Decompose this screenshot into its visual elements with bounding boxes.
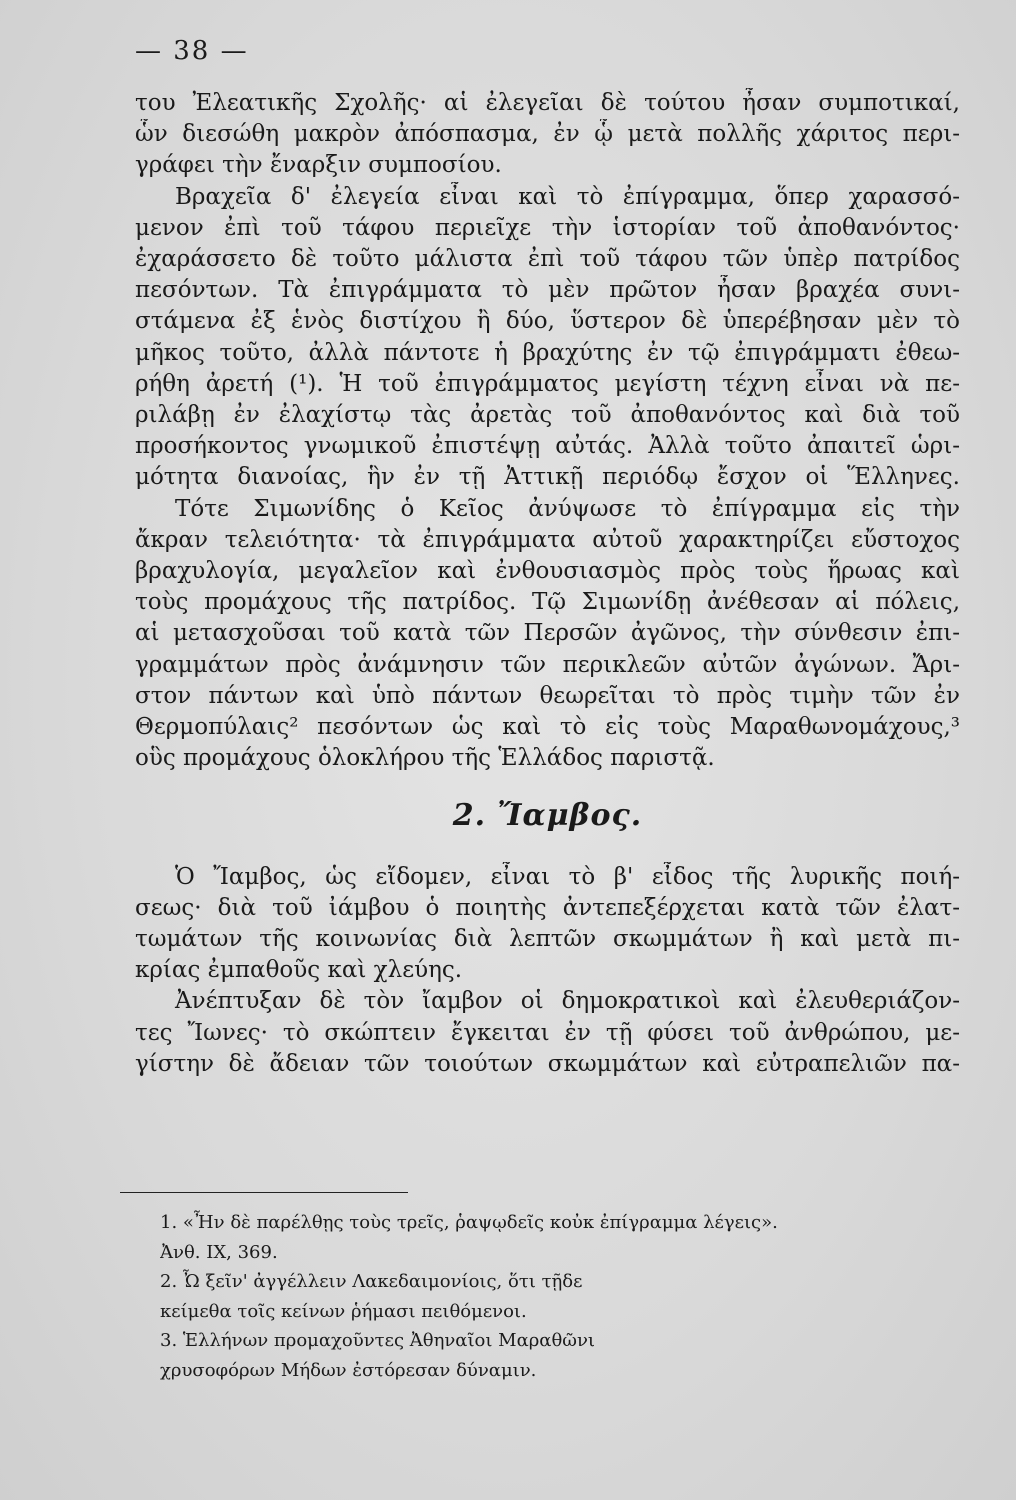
- footnote-line: Ἀνθ. IX, 369.: [160, 1241, 278, 1263]
- text-line: Θερμοπύλαις² πεσόντων ὡς καὶ τὸ εἰς τοὺς Μαραθωνομάχους,³: [135, 714, 960, 741]
- text-line: αἱ μετασχοῦσαι τοῦ κατὰ τῶν Περσῶν ἀγῶνος, τὴν σύνθεσιν ἐπι-: [135, 620, 960, 647]
- text-line: μότητα διανοίας, ἣν ἐν τῇ Ἀττικῇ περιόδῳ ἔσχον οἱ Ἕλληνες.: [135, 464, 960, 491]
- paragraph-ionians: [135, 986, 960, 1080]
- text-line: ὧν διεσώθη μακρὸν ἀπόσπασμα, ἐν ᾧ μετὰ πολλῆς χάριτος περι-: [135, 121, 960, 148]
- text-line: ρήθη ἀρετή (¹). Ἡ τοῦ ἐπιγράμματος μεγίστη τέχνη εἶναι νὰ πε-: [135, 370, 960, 397]
- text-line: γίστην δὲ ἄδειαν τῶν τοιούτων σκωμμάτων καὶ εὐτραπελιῶν πα-: [135, 1050, 960, 1077]
- text-line: Βραχεῖα δ' ἐλεγεία εἶναι καὶ τὸ ἐπίγραμμα, ὅπερ χαρασσό-: [175, 183, 960, 210]
- footnote-line: 1. «Ἦν δὲ παρέλθῃς τοὺς τρεῖς, ῥαψῳδεῖς κοὐκ ἐπίγραμμα λέγεις».: [160, 1212, 778, 1233]
- paragraph-simonides: [135, 494, 960, 775]
- footnote-line: κείμεθα τοῖς κείνων ῥήμασι πειθόμενοι.: [160, 1300, 527, 1322]
- text-line: γράφει τὴν ἔναρξιν συμποσίου.: [135, 152, 502, 179]
- footnote-line: χρυσοφόρων Μήδων ἐστόρεσαν δύναμιν.: [160, 1359, 537, 1381]
- text-line: γραμμάτων πρὸς ἀνάμνησιν τῶν περικλεῶν αὐτῶν ἀγώνων. Ἄρι-: [135, 651, 960, 678]
- text-line: Ὁ Ἴαμβος, ὡς εἴδομεν, εἶναι τὸ β' εἶδος τῆς λυρικῆς ποιή-: [175, 863, 960, 890]
- paragraph-eleatic: [135, 88, 960, 182]
- text-line: του Ἐλεατικῆς Σχολῆς· αἱ ἐλεγεῖαι δὲ τούτου ἦσαν συμποτικαί,: [135, 90, 960, 116]
- text-line: τωμάτων τῆς κοινωνίας διὰ λεπτῶν σκωμμάτων ἢ καὶ μετὰ πι-: [135, 926, 960, 953]
- text-line: Ἀνέπτυξαν δὲ τὸν ἴαμβον οἱ δημοκρατικοὶ καὶ ἐλευθεριάζον-: [175, 988, 960, 1015]
- text-line: Τότε Σιμωνίδης ὁ Κεῖος ἀνύψωσε τὸ ἐπίγραμμα εἰς τὴν: [175, 495, 960, 522]
- text-line: μῆκος τοῦτο, ἀλλὰ πάντοτε ἡ βραχύτης ἐν τῷ ἐπιγράμματι ἐθεω-: [135, 339, 960, 366]
- text-line: στάμενα ἐξ ἑνὸς διστίχου ἢ δύο, ὕστερον δὲ ὑπερέβησαν μὲν τὸ: [135, 308, 960, 335]
- text-line: βραχυλογία, μεγαλεῖον καὶ ἐνθουσιασμὸς πρὸς τοὺς ἥρωας καὶ: [135, 558, 960, 585]
- text-line: στον πάντων καὶ ὑπὸ πάντων θεωρεῖται τὸ πρὸς τιμὴν τῶν ἐν: [135, 682, 960, 709]
- text-line: πεσόντων. Τὰ ἐπιγράμματα τὸ μὲν πρῶτον ἦσαν βραχέα συνι-: [135, 277, 960, 304]
- text-line: σεως· διὰ τοῦ ἰάμβου ὁ ποιητὴς ἀντεπεξέρχεται κατὰ τῶν ἐλατ-: [135, 894, 960, 921]
- text-line: ἄκραν τελειότητα· τὰ ἐπιγράμματα αὐτοῦ χαρακτηρίζει εὔστοχος: [135, 526, 960, 553]
- paragraph-iambus: [135, 862, 960, 987]
- main-text: [135, 88, 960, 1080]
- page-number: — 38 —: [135, 36, 249, 66]
- footnotes: [160, 1208, 960, 1385]
- text-line: τες Ἴωνες· τὸ σκώπτειν ἔγκειται ἐν τῇ φύσει τοῦ ἀνθρώπου, με-: [135, 1019, 960, 1046]
- footnote-line: 2. Ὦ ξεῖν' ἀγγέλλειν Λακεδαιμονίοις, ὅτι τῇδε: [160, 1271, 583, 1292]
- footnote-line: 3. Ἑλλήνων προμαχοῦντες Ἀθηναῖοι Μαραθῶνι: [160, 1330, 595, 1351]
- footnote-divider: [120, 1192, 408, 1193]
- paragraph-epigram: [135, 182, 960, 494]
- text-line: τοὺς προμάχους τῆς πατρίδος. Τῷ Σιμωνίδῃ ἀνέθεσαν αἱ πόλεις,: [135, 589, 960, 616]
- text-line: προσήκοντος γνωμικοῦ ἐπιστέψῃ αὐτάς. Ἀλλὰ τοῦτο ἀπαιτεῖ ὡρι-: [135, 433, 960, 460]
- text-line: ἐχαράσσετο δὲ τοῦτο μάλιστα ἐπὶ τοῦ τάφου τῶν ὑπὲρ πατρίδος: [135, 246, 960, 273]
- text-line: κρίας ἐμπαθοῦς καὶ χλεύης.: [135, 957, 463, 984]
- section-heading: 2. Ἴαμβος.: [452, 798, 643, 834]
- text-line: μενον ἐπὶ τοῦ τάφου περιεῖχε τὴν ἱστορίαν τοῦ ἀποθανόντος·: [135, 214, 960, 241]
- text-line: ριλάβῃ ἐν ἐλαχίστῳ τὰς ἀρετὰς τοῦ ἀποθανόντος καὶ διὰ τοῦ: [135, 402, 960, 429]
- text-line: οὓς προμάχους ὁλοκλήρου τῆς Ἑλλάδος παριστᾷ.: [135, 745, 715, 772]
